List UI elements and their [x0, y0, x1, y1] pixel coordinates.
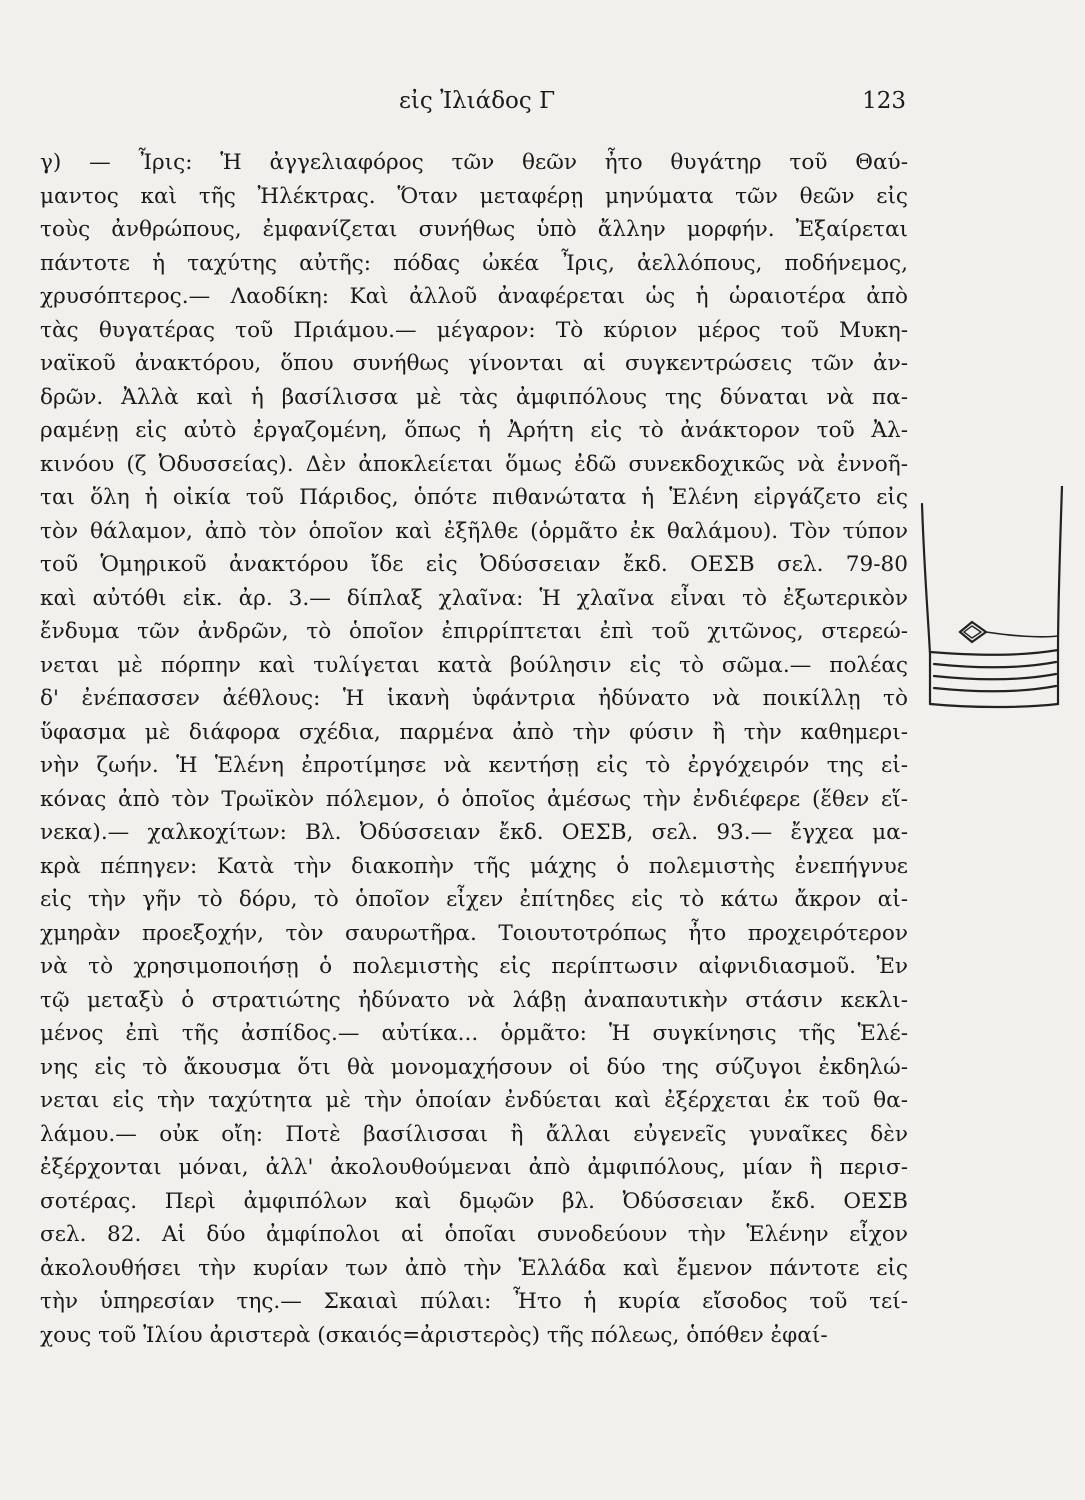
text-line: ναϊκοῦ ἀνακτόρου, ὅπου συνήθως γίνονται αἱ συγκεντρώσεις τῶν ἀν- — [40, 351, 908, 376]
text-line: τὸν θάλαμον, ἀπὸ τὸν ὁποῖον καὶ ἐξῆλθε (ὁρμᾶτο ἐκ θαλάμου). Τὸν τύπον — [40, 518, 908, 544]
running-title: εἰς Ἰλιάδος Γ — [398, 88, 556, 114]
text-line: νεκα).— χαλκοχίτων: Βλ. Ὀδύσσειαν ἔκδ. ΟΕΣΒ, σελ. 93.— ἔγχεα μα- — [40, 820, 908, 845]
text-line: γ) — Ἶρις: Ἡ ἀγγελιαφόρος τῶν θεῶν ἦτο θυγάτηρ τοῦ Θαύ- — [40, 150, 908, 175]
text-line: λάμου.— οὐκ οἴη: Ποτὲ βασίλισσαι ἢ ἄλλαι εὐγενεῖς γυναῖκες δὲν — [40, 1121, 908, 1147]
cloak-band-top — [930, 650, 1058, 655]
cloak-sketch-illustration — [912, 486, 1072, 726]
cloak-hem — [930, 704, 1058, 707]
text-line: νὰ τὸ χρησιμοποιήσῃ ὁ πολεμιστὴς εἰς περίπτωσιν αἰφνιδιασμοῦ. Ἐν — [40, 954, 908, 979]
text-line: καὶ αὐτόθι εἰκ. ἀρ. 3.— δίπλαξ χλαῖνα: Ἡ χλαῖνα εἶναι τὸ ἐξωτερικὸν — [40, 585, 908, 611]
text-line: ὕφασμα μὲ διάφορα σχέδια, παρμένα ἀπὸ τὴν φύσιν ἢ τὴν καθημερι- — [40, 719, 908, 745]
commentary-text — [40, 146, 908, 1352]
cloak-band-line — [934, 686, 1056, 691]
text-line: τὰς θυγατέρας τοῦ Πριάμου.— μέγαρον: Τὸ κύριον μέρος τοῦ Μυκη- — [40, 317, 908, 343]
text-line: κόνας ἀπὸ τὸν Τρωϊκὸν πόλεμον, ὁ ὁποῖος ἀμέσως τὴν ἐνδιέφερε (ἕθεν εἵ- — [40, 786, 908, 812]
cloak-band-line — [934, 674, 1056, 679]
text-line: νης εἰς τὸ ἄκουσμα ὅτι θὰ μονομαχήσουν οἱ δύο της σύζυγοι ἐκδηλώ- — [40, 1054, 908, 1080]
text-line: τοὺς ἀνθρώπους, ἐμφανίζεται συνήθως ὑπὸ ἄλλην μορφήν. Ἐξαίρεται — [40, 217, 908, 242]
text-line: κινόου (ζ Ὀδυσσείας). Δὲν ἀποκλείεται ὅμως ἐδῶ συνεκδοχικῶς νὰ ἐννοῆ- — [40, 451, 908, 477]
text-line: χμηρὰν προεξοχήν, τὸν σαυρωτῆρα. Τοιουτοτρόπως ἦτο προχειρότερον — [40, 920, 908, 946]
text-line: ἔνδυμα τῶν ἀνδρῶν, τὸ ὁποῖον ἐπιρρίπτεται ἐπὶ τοῦ χιτῶνος, στερεώ- — [40, 619, 908, 644]
text-line: μαντος καὶ τῆς Ἠλέκτρας. Ὅταν μεταφέρῃ μηνύματα τῶν θεῶν εἰς — [40, 183, 908, 209]
cloak-right-edge — [1058, 486, 1062, 704]
text-line: νεται μὲ πόρπην καὶ τυλίγεται κατὰ βούλησιν εἰς τὸ σῶμα.— πολέας — [40, 652, 908, 678]
text-line: δρῶν. Ἀλλὰ καὶ ἡ βασίλισσα μὲ τὰς ἀμφιπόλους της δύναται νὰ πα- — [40, 384, 908, 410]
text-line: δ' ἐνέπασσεν ἀέθλους: Ἡ ἱκανὴ ὑφάντρια ἠδύνατο νὰ ποικίλλῃ τὸ — [40, 686, 908, 711]
cloak-band-line — [934, 662, 1056, 667]
text-line: χρυσόπτερος.— Λαοδίκη: Καὶ ἀλλοῦ ἀναφέρεται ὡς ἡ ὡραιοτέρα ἀπὸ — [40, 284, 908, 309]
text-line: ραμένῃ εἰς αὐτὸ ἐργαζομένη, ὅπως ἡ Ἀρήτη εἰς τὸ ἀνάκτορον τοῦ Ἀλ- — [40, 418, 908, 443]
text-line: πάντοτε ἡ ταχύτης αὐτῆς: πόδας ὠκέα Ἶρις, ἀελλόπους, ποδήνεμος, — [40, 250, 908, 276]
text-line: τοῦ Ὁμηρικοῦ ἀνακτόρου ἴδε εἰς Ὀδύσσειαν ἔκδ. ΟΕΣΒ σελ. 79-80 — [40, 552, 908, 577]
text-line: ἀκολουθήσει τὴν κυρίαν των ἀπὸ τὴν Ἑλλάδα καὶ ἔμενον πάντοτε εἰς — [40, 1255, 908, 1281]
text-line: νὴν ζωήν. Ἡ Ἑλένη ἐπροτίμησε νὰ κεντήσῃ εἰς τὸ ἐργόχειρόν της εἰ- — [40, 753, 908, 778]
text-line: χους τοῦ Ἰλίου ἀριστερὰ (σκαιός=ἀριστερὸς) τῆς πόλεως, ὁπόθεν ἐφαί- — [40, 1322, 828, 1348]
text-line: κρὰ πέπηγεν: Κατὰ τὴν διακοπὴν τῆς μάχης ὁ πολεμιστὴς ἐνεπήγνυε — [40, 853, 908, 879]
text-line: τὴν ὑπηρεσίαν της.— Σκαιαὶ πύλαι: Ἦτο ἡ κυρία εἴσοδος τοῦ τεί- — [40, 1289, 908, 1314]
text-line: ται ὅλη ἡ οἰκία τοῦ Πάριδος, ὁπότε πιθανώτατα ἡ Ἑλένη εἰργάζετο εἰς — [40, 485, 908, 510]
page-number: 123 — [862, 88, 906, 114]
text-line: μένος ἐπὶ τῆς ἀσπίδος.— αὐτίκα... ὁρμᾶτο: Ἡ συγκίνησις τῆς Ἑλέ- — [40, 1021, 908, 1046]
text-line: σελ. 82. Αἱ δύο ἀμφίπολοι αἱ ὁποῖαι συνοδεύουν τὴν Ἑλένην εἶχον — [40, 1222, 908, 1247]
running-header — [48, 84, 906, 124]
text-line: σοτέρας. Περὶ ἀμφιπόλων καὶ δμῳῶν βλ. Ὀδύσσειαν ἔκδ. ΟΕΣΒ — [40, 1188, 908, 1214]
text-line: τῷ μεταξὺ ὁ στρατιώτης ἠδύνατο νὰ λάβῃ ἀναπαυτικὴν στάσιν κεκλι- — [40, 987, 908, 1013]
cloak-left-edge — [922, 504, 930, 704]
text-line: εἰς τὴν γῆν τὸ δόρυ, τὸ ὁποῖον εἶχεν ἐπίτηδες εἰς τὸ κάτω ἄκρον αἰ- — [40, 887, 908, 912]
text-line: ἐξέρχονται μόναι, ἀλλ' ἀκολουθούμεναι ἀπὸ ἀμφιπόλους, μίαν ἢ περισ- — [40, 1155, 908, 1180]
text-line: νεται εἰς τὴν ταχύτητα μὲ τὴν ὁποίαν ἐνδύεται καὶ ἐξέρχεται ἐκ τοῦ θα- — [40, 1088, 908, 1113]
